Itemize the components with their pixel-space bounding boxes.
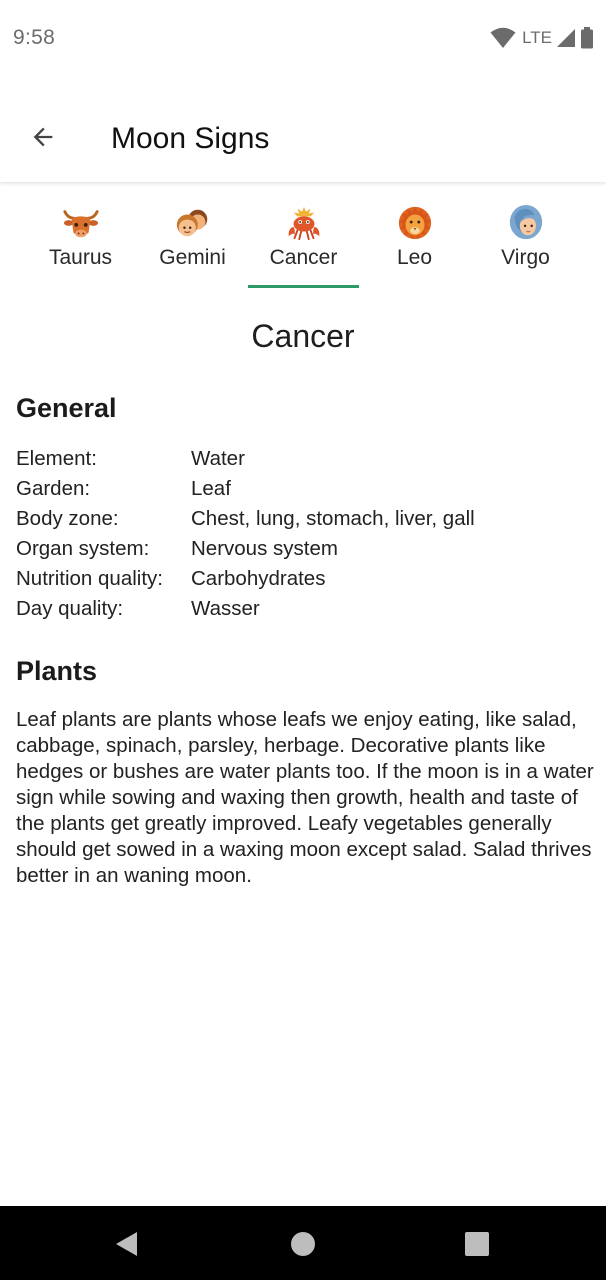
plants-description: Leaf plants are plants whose leafs we enjoy eating, like salad, cabbage, spinach, parsley, herbage. Decorative plants like hedges or bushes are water plants too. If the moon is in a water sign while sowing and waxing then growth, health and taste of the plants get greatly improved. Leafy vegetables generally should get sowed in a waxing moon except salad. Salad thrives better in an waning moon. xyxy=(16,708,594,887)
virgo-icon xyxy=(507,204,545,242)
back-button[interactable] xyxy=(14,108,72,166)
status-time: 9:58 xyxy=(13,26,56,49)
property-value: Wasser xyxy=(191,597,260,620)
property-row xyxy=(16,474,596,504)
tab-label: Gemini xyxy=(159,246,226,269)
property-value: Chest, lung, stomach, liver, gall xyxy=(191,507,475,530)
zodiac-tabs xyxy=(0,190,606,290)
page-title: Moon Signs xyxy=(111,122,270,155)
property-value: Water xyxy=(191,447,245,470)
tab-label: Leo xyxy=(396,246,433,269)
property-key: Day quality: xyxy=(16,597,124,620)
tab-taurus[interactable] xyxy=(25,204,136,290)
status-icons xyxy=(490,26,594,50)
property-value: Leaf xyxy=(191,477,231,500)
property-row xyxy=(16,564,596,594)
nav-back-button[interactable] xyxy=(108,1226,144,1262)
wifi-icon xyxy=(490,27,516,49)
network-type: LTE xyxy=(522,28,552,47)
properties-list xyxy=(16,444,596,624)
tab-label: Taurus xyxy=(48,246,113,269)
status-bar xyxy=(0,0,606,78)
cancer-icon xyxy=(285,204,323,242)
triangle-back-icon xyxy=(113,1230,139,1258)
property-row xyxy=(16,444,596,474)
tab-virgo[interactable] xyxy=(470,204,581,290)
tab-label: Cancer xyxy=(269,246,338,269)
property-key: Nutrition quality: xyxy=(16,567,163,590)
signal-icon xyxy=(556,28,576,48)
tab-cancer[interactable] xyxy=(248,204,359,290)
circle-home-icon xyxy=(290,1231,316,1257)
tab-indicator xyxy=(248,285,359,288)
general-heading: General xyxy=(16,393,117,423)
property-key: Garden: xyxy=(16,477,91,500)
property-key: Organ system: xyxy=(16,537,150,560)
taurus-icon xyxy=(62,204,100,242)
nav-recents-button[interactable] xyxy=(459,1226,495,1262)
tab-label: Virgo xyxy=(501,246,550,269)
nav-home-button[interactable] xyxy=(285,1226,321,1262)
property-value: Nervous system xyxy=(191,537,338,560)
plants-heading: Plants xyxy=(16,656,98,686)
sign-title: Cancer xyxy=(251,318,355,354)
property-row xyxy=(16,594,596,624)
tab-leo[interactable] xyxy=(359,204,470,290)
gemini-icon xyxy=(174,204,212,242)
tab-gemini[interactable] xyxy=(137,204,248,290)
square-recents-icon xyxy=(464,1231,490,1257)
battery-icon xyxy=(580,27,594,49)
property-value: Carbohydrates xyxy=(191,567,326,590)
property-row xyxy=(16,534,596,564)
navigation-bar xyxy=(0,1206,606,1280)
property-key: Body zone: xyxy=(16,507,119,530)
leo-icon xyxy=(396,204,434,242)
property-row xyxy=(16,504,596,534)
app-bar xyxy=(0,78,606,182)
property-key: Element: xyxy=(16,447,97,470)
arrow-back-icon xyxy=(29,123,57,151)
